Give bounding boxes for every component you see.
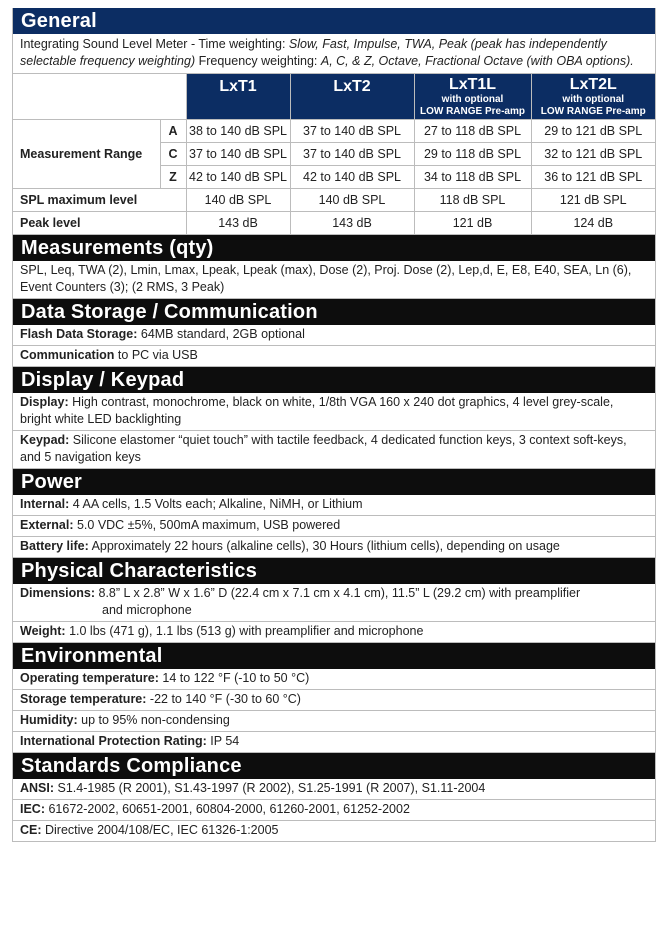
general-text-2: Frequency weighting:	[195, 54, 321, 68]
weight-row	[13, 622, 655, 643]
ansi-label: ANSI:	[20, 781, 55, 795]
model-sub-1: with optional	[562, 94, 625, 105]
internal-value: 4 AA cells, 1.5 Volts each; Alkaline, NiMH, or Lithium	[69, 497, 363, 511]
weighting-label: Z	[160, 166, 186, 189]
table-cell: 37 to 140 dB SPL	[186, 143, 290, 166]
model-sub-2: LOW RANGE Pre-amp	[540, 106, 646, 117]
model-header	[290, 74, 414, 120]
table-row	[13, 189, 655, 212]
ip-rating-value: IP 54	[206, 734, 240, 748]
table-cell: 36 to 121 dB SPL	[531, 166, 655, 189]
dimensions-label: Dimensions:	[20, 586, 96, 600]
weighting-label: A	[160, 120, 186, 143]
humidity-value: up to 95% non-condensing	[77, 713, 230, 727]
humidity-row	[13, 711, 655, 732]
model-header	[186, 74, 290, 120]
model-header-row	[13, 74, 655, 120]
model-name: LxT2	[333, 78, 371, 95]
table-cell: 140 dB SPL	[186, 189, 290, 212]
external-label: External:	[20, 518, 74, 532]
measurement-table	[13, 74, 655, 235]
dimensions-value-cont: and microphone	[102, 603, 192, 617]
table-cell: 143 dB	[290, 212, 414, 235]
table-row	[13, 120, 655, 143]
table-cell: 140 dB SPL	[290, 189, 414, 212]
table-cell: 121 dB SPL	[531, 189, 655, 212]
model-header	[414, 74, 531, 120]
storage-temp-row	[13, 690, 655, 711]
spec-sheet	[12, 8, 656, 842]
standards-header: Standards Compliance	[13, 753, 655, 779]
operating-temp-row	[13, 669, 655, 690]
physical-header: Physical Characteristics	[13, 558, 655, 584]
model-name: LxT1L	[448, 76, 497, 93]
power-header: Power	[13, 469, 655, 495]
battery-label: Battery life:	[20, 539, 89, 553]
ce-label: CE:	[20, 823, 42, 837]
keypad-label: Keypad:	[20, 433, 70, 447]
ce-value: Directive 2004/108/EC, IEC 61326-1:2005	[41, 823, 279, 837]
external-value: 5.0 VDC ±5%, 500mA maximum, USB powered	[73, 518, 341, 532]
communication-value: to PC via USB	[114, 348, 198, 362]
display-keypad-header: Display / Keypad	[13, 367, 655, 393]
table-cell: 29 to 121 dB SPL	[531, 120, 655, 143]
ansi-value: S1.4-1985 (R 2001), S1.43-1997 (R 2002), S1.25-1991 (R 2007), S1.11-2004	[54, 781, 486, 795]
peak-level-label: Peak level	[13, 212, 186, 235]
general-description	[13, 34, 655, 74]
storage-temp-value: -22 to 140 °F (-30 to 60 °C)	[146, 692, 301, 706]
general-text-1: Integrating Sound Level Meter - Time weighting:	[20, 37, 289, 51]
table-cell: 27 to 118 dB SPL	[414, 120, 531, 143]
general-header: General	[13, 8, 655, 34]
humidity-label: Humidity:	[20, 713, 78, 727]
table-cell: 124 dB	[531, 212, 655, 235]
measurement-range-label: Measurement Range	[13, 120, 160, 189]
internal-label: Internal:	[20, 497, 70, 511]
data-storage-header: Data Storage / Communication	[13, 299, 655, 325]
model-sub-1: with optional	[441, 94, 504, 105]
operating-temp-label: Operating temperature:	[20, 671, 159, 685]
display-value: High contrast, monochrome, black on white, 1/8th VGA 160 x 240 dot graphics, 4 level grey-scale, bright white LED backlighting	[20, 395, 614, 426]
table-cell: 143 dB	[186, 212, 290, 235]
dimensions-row	[13, 584, 655, 622]
model-sub-2: LOW RANGE Pre-amp	[419, 106, 525, 117]
battery-life-row	[13, 537, 655, 558]
flash-storage-value: 64MB standard, 2GB optional	[137, 327, 305, 341]
iec-value: 61672-2002, 60651-2001, 60804-2000, 61260-2001, 61252-2002	[45, 802, 410, 816]
table-cell: 29 to 118 dB SPL	[414, 143, 531, 166]
ansi-row	[13, 779, 655, 800]
storage-temp-label: Storage temperature:	[20, 692, 147, 706]
table-cell: 38 to 140 dB SPL	[186, 120, 290, 143]
dimensions-value: 8.8” L x 2.8” W x 1.6” D (22.4 cm x 7.1 cm x 4.1 cm), 11.5” L (29.2 cm) with preamplifier	[95, 586, 581, 600]
weighting-label: C	[160, 143, 186, 166]
ip-rating-label: International Protection Rating:	[20, 734, 207, 748]
flash-storage-row	[13, 325, 655, 346]
table-cell: 32 to 121 dB SPL	[531, 143, 655, 166]
weight-value: 1.0 lbs (471 g), 1.1 lbs (513 g) with preamplifier and microphone	[65, 624, 424, 638]
measurements-list: SPL, Leq, TWA (2), Lmin, Lmax, Lpeak, Lpeak (max), Dose (2), Proj. Dose (2), Lep,d, E, E8, E40, SEA, Ln (6), Event Counters (3); (2 RMS, 3 Peak)	[13, 261, 655, 299]
measurements-header: Measurements (qty)	[13, 235, 655, 261]
external-power-row	[13, 516, 655, 537]
keypad-row	[13, 431, 655, 469]
spl-max-label: SPL maximum level	[13, 189, 186, 212]
display-row	[13, 393, 655, 431]
table-corner	[13, 74, 186, 120]
keypad-value: Silicone elastomer “quiet touch” with tactile feedback, 4 dedicated function keys, 3 context soft-keys, and 5 navigation keys	[20, 433, 627, 464]
table-row	[13, 212, 655, 235]
table-cell: 121 dB	[414, 212, 531, 235]
model-name: LxT2L	[569, 76, 617, 93]
flash-storage-label: Flash Data Storage:	[20, 327, 138, 341]
communication-row	[13, 346, 655, 367]
model-header	[531, 74, 655, 120]
table-cell: 34 to 118 dB SPL	[414, 166, 531, 189]
table-cell: 42 to 140 dB SPL	[186, 166, 290, 189]
table-cell: 42 to 140 dB SPL	[290, 166, 414, 189]
ce-row	[13, 821, 655, 842]
frequency-weighting-list: A, C, & Z, Octave, Fractional Octave (with OBA options).	[320, 54, 634, 68]
operating-temp-value: 14 to 122 °F (-10 to 50 °C)	[158, 671, 310, 685]
display-label: Display:	[20, 395, 69, 409]
table-cell: 37 to 140 dB SPL	[290, 143, 414, 166]
communication-label: Communication	[20, 348, 115, 362]
ip-rating-row	[13, 732, 655, 753]
weight-label: Weight:	[20, 624, 66, 638]
internal-power-row	[13, 495, 655, 516]
iec-label: IEC:	[20, 802, 45, 816]
iec-row	[13, 800, 655, 821]
model-name: LxT1	[219, 78, 257, 95]
environmental-header: Environmental	[13, 643, 655, 669]
table-cell: 37 to 140 dB SPL	[290, 120, 414, 143]
time-weighting-list: Slow, Fast, Impulse, TWA, Peak (peak has independently selectable frequency weighting)	[20, 37, 607, 68]
table-cell: 118 dB SPL	[414, 189, 531, 212]
battery-value: Approximately 22 hours (alkaline cells), 30 Hours (lithium cells), depending on usage	[88, 539, 560, 553]
